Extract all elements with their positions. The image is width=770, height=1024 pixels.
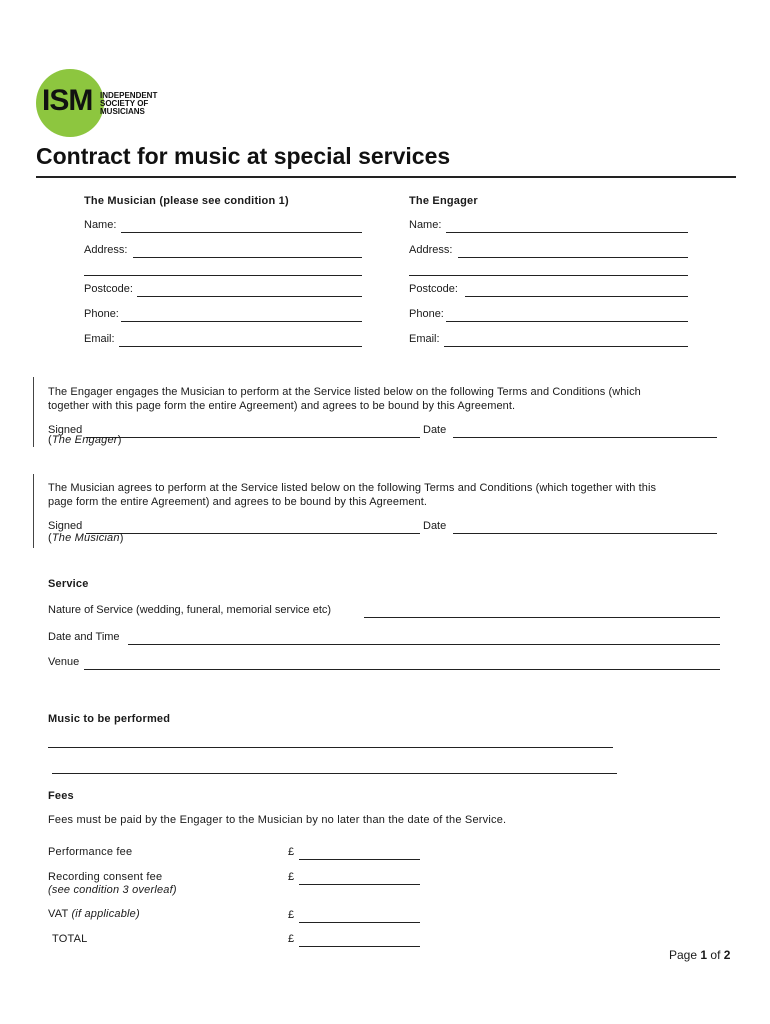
musician-signed-field <box>48 514 420 534</box>
fees-note: Fees must be paid by the Engager to the Musician by no later than the date of the Service. <box>48 814 507 826</box>
logo-line-2: SOCIETY OF <box>100 99 149 108</box>
engager-name-label: Name: <box>409 219 442 231</box>
total-label: TOTAL <box>52 933 88 945</box>
recording-fee-field <box>288 865 420 885</box>
musician-phone-input[interactable] <box>124 305 360 321</box>
recording-fee-line <box>299 884 420 885</box>
engager-address-line-2 <box>409 275 688 276</box>
total-input[interactable] <box>302 930 418 946</box>
engager-name-field <box>409 213 688 233</box>
page-total: 2 <box>723 948 731 962</box>
engager-email-line <box>444 346 688 347</box>
service-nature-input[interactable] <box>368 601 718 617</box>
service-nature-line <box>364 617 720 618</box>
engager-phone-field <box>409 302 688 322</box>
musician-address-line-2-field <box>84 256 362 276</box>
total-line <box>299 946 420 947</box>
total-currency: £ <box>288 933 295 945</box>
musician-postcode-field <box>84 277 362 297</box>
engager-date-line <box>453 437 717 438</box>
musician-date-input[interactable] <box>456 517 715 533</box>
music-2-input[interactable] <box>54 757 614 773</box>
vat-currency: £ <box>288 909 295 921</box>
musician-email-line <box>119 346 362 347</box>
music-heading: Music to be performed <box>48 713 171 725</box>
musician-email-input[interactable] <box>122 330 360 346</box>
engager-date-field <box>423 418 717 438</box>
music-line-1-field <box>48 728 613 748</box>
page-sep: of <box>710 948 721 962</box>
page-prefix: Page <box>669 948 698 962</box>
musician-postcode-input[interactable] <box>140 280 360 296</box>
music-1-input[interactable] <box>50 731 610 747</box>
engager-signature-input[interactable] <box>89 421 418 437</box>
service-venue-input[interactable] <box>88 653 718 669</box>
service-datetime-input[interactable] <box>132 628 718 644</box>
engager-signed-line <box>86 437 420 438</box>
service-datetime-label: Date and Time <box>48 631 120 643</box>
musician-role: The Musician <box>51 532 120 544</box>
musician-address-field <box>84 238 362 258</box>
musician-date-field <box>423 514 717 534</box>
engager-email-input[interactable] <box>447 330 686 346</box>
service-venue-line <box>84 669 720 670</box>
service-venue-label: Venue <box>48 656 80 668</box>
engager-email-label: Email: <box>409 333 440 345</box>
musician-date-label: Date <box>423 520 447 532</box>
recording-fee-currency: £ <box>288 871 295 883</box>
musician-name-label: Name: <box>84 219 117 231</box>
recording-fee-sub: (see condition 3 overleaf) <box>48 884 177 896</box>
service-heading: Service <box>48 578 89 590</box>
logo-wordmark <box>100 92 157 116</box>
total-field <box>288 927 420 947</box>
musician-name-field <box>84 213 362 233</box>
vat-line <box>299 922 420 923</box>
engager-agreement-text <box>48 385 738 413</box>
engager-heading: The Engager <box>409 195 478 207</box>
musician-role-caption: (The Musician) <box>48 532 124 544</box>
engager-postcode-input[interactable] <box>468 280 686 296</box>
musician-agreement-line-1: The Musician agrees to perform at the Service listed below on the following Terms and Conditions (which together with this <box>48 482 657 494</box>
musician-postcode-line <box>137 296 362 297</box>
engager-date-label: Date <box>423 424 447 436</box>
musician-signed-label: Signed <box>48 520 83 532</box>
musician-date-line <box>453 533 717 534</box>
musician-agreement-line-2: page form the entire Agreement) and agrees to be bound by this Agreement. <box>48 496 428 508</box>
logo-line-1: INDEPENDENT <box>100 91 158 100</box>
engager-name-input[interactable] <box>449 216 686 232</box>
musician-phone-label: Phone: <box>84 308 119 320</box>
performance-fee-line <box>299 859 420 860</box>
engager-address-input[interactable] <box>461 241 686 257</box>
musician-address-2-input[interactable] <box>86 259 360 275</box>
musician-address-line-2 <box>84 275 362 276</box>
engager-signed-label: Signed <box>48 424 83 436</box>
performance-fee-input[interactable] <box>302 843 418 859</box>
musician-name-line <box>121 232 362 233</box>
service-datetime-field <box>48 625 720 645</box>
recording-fee-label: Recording consent fee <box>48 871 163 883</box>
vat-field <box>288 903 420 923</box>
musician-phone-field <box>84 302 362 322</box>
engager-agreement-line-2: together with this page form the entire Agreement) and agrees to be bound by this Agreement. <box>48 400 516 412</box>
engager-role: The Engager <box>51 434 118 446</box>
engager-address-line-2-field <box>409 256 688 276</box>
music-line-2-field <box>52 754 617 774</box>
music-line-2 <box>52 773 617 774</box>
musician-address-label: Address: <box>84 244 128 256</box>
recording-fee-input[interactable] <box>302 868 418 884</box>
musician-email-field <box>84 327 362 347</box>
engager-address-label: Address: <box>409 244 453 256</box>
logo-line-3: MUSICIANS <box>100 107 145 116</box>
performance-fee-field <box>288 840 420 860</box>
engager-block-bar <box>33 377 34 447</box>
engager-postcode-field <box>409 277 688 297</box>
service-venue-field <box>48 650 720 670</box>
musician-signed-line <box>86 533 420 534</box>
engager-role-caption: (The Engager) <box>48 434 122 446</box>
engager-postcode-label: Postcode: <box>409 283 458 295</box>
service-nature-field <box>48 598 720 618</box>
engager-date-input[interactable] <box>456 421 715 437</box>
engager-email-field <box>409 327 688 347</box>
musician-signature-input[interactable] <box>89 517 418 533</box>
vat-sub: (if applicable) <box>71 908 140 920</box>
vat-input[interactable] <box>302 906 418 922</box>
engager-name-line <box>446 232 688 233</box>
service-datetime-line <box>128 644 720 645</box>
vat-label-row <box>48 908 140 920</box>
musician-agreement-text <box>48 481 738 509</box>
performance-fee-label: Performance fee <box>48 846 133 858</box>
page-number <box>669 948 730 962</box>
performance-fee-currency: £ <box>288 846 295 858</box>
musician-email-label: Email: <box>84 333 115 345</box>
musician-postcode-label: Postcode: <box>84 283 133 295</box>
engager-address-2-input[interactable] <box>411 259 686 275</box>
service-nature-label: Nature of Service (wedding, funeral, memorial service etc) <box>48 604 332 616</box>
engager-phone-input[interactable] <box>449 305 686 321</box>
music-line-1 <box>48 747 613 748</box>
vat-label: VAT <box>48 908 69 920</box>
musician-heading: The Musician (please see condition 1) <box>84 195 289 207</box>
title-rule <box>36 176 736 178</box>
engager-agreement-line-1: The Engager engages the Musician to perform at the Service listed below on the following Terms and Conditions (which <box>48 386 641 398</box>
engager-postcode-line <box>465 296 688 297</box>
page-title: Contract for music at special services <box>36 143 451 169</box>
musician-address-input[interactable] <box>136 241 360 257</box>
fees-heading: Fees <box>48 790 74 802</box>
engager-phone-label: Phone: <box>409 308 444 320</box>
engager-phone-line <box>446 321 688 322</box>
logo-mark-text: ISM <box>42 84 93 117</box>
musician-phone-line <box>121 321 362 322</box>
musician-block-bar <box>33 474 34 548</box>
page-current: 1 <box>700 948 708 962</box>
musician-name-input[interactable] <box>124 216 360 232</box>
engager-address-field <box>409 238 688 258</box>
